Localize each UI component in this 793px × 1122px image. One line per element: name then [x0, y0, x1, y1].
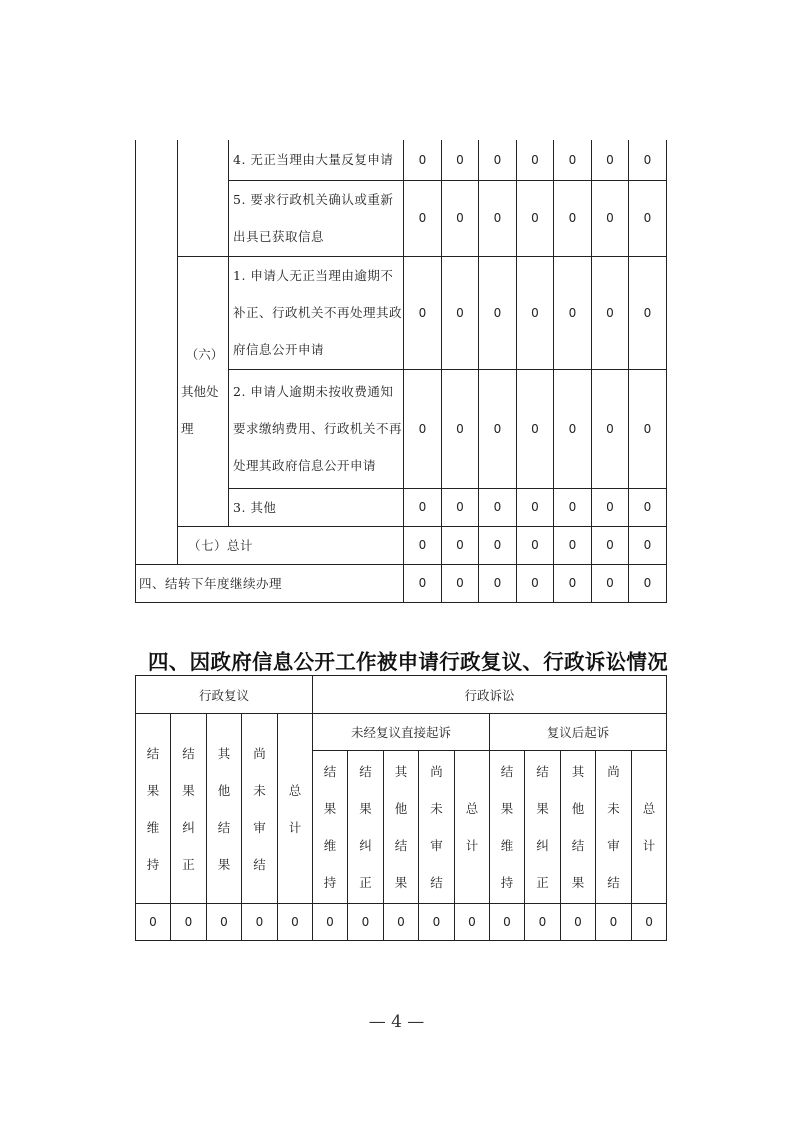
col-header-upheld: 结 果 维 持 [136, 714, 171, 904]
row-label-line: 5. 要求行政机关确认或重新 [233, 192, 394, 207]
col-header-other: 其 他 结 果 [207, 714, 242, 904]
cell-value: 0 [554, 140, 592, 180]
cell-value: 0 [554, 369, 592, 488]
col-header-upheld: 结 果 维 持 [490, 751, 525, 904]
row-label-line: 府信息公开申请 [233, 342, 325, 357]
table-row-carryover [136, 564, 667, 602]
cell-value: 0 [592, 526, 629, 564]
cell-value: 0 [517, 564, 554, 602]
cell-value: 0 [479, 256, 517, 369]
cell-value: 0 [517, 180, 554, 256]
col-header-corrected: 结 果 纠 正 [171, 714, 207, 904]
header-admin-litigation: 行政诉讼 [313, 676, 667, 714]
cell-value: 0 [629, 488, 667, 526]
cell-value: 0 [554, 256, 592, 369]
col-header-pending: 尚 未 审 结 [596, 751, 632, 904]
cell-value: 0 [404, 140, 442, 180]
group-cell [178, 140, 229, 256]
col-header-total: 总 计 [455, 751, 490, 904]
col-header-other: 其 他 结 果 [561, 751, 596, 904]
statistics-table-continued [135, 140, 667, 603]
cell-value: 0 [313, 904, 348, 941]
cell-value: 0 [278, 904, 313, 941]
cell-value: 0 [629, 369, 667, 488]
table-row-total [136, 526, 667, 564]
page-number: — 4 — [368, 1012, 425, 1032]
cell-value: 0 [629, 256, 667, 369]
row-label: 3. 其他 [229, 488, 404, 526]
cell-value: 0 [632, 904, 667, 941]
cell-value: 0 [592, 564, 629, 602]
cell-value: 0 [561, 904, 596, 941]
cell-value: 0 [442, 140, 479, 180]
row-label: 4. 无正当理由大量反复申请 [229, 140, 404, 180]
cell-value: 0 [442, 564, 479, 602]
group-label-line: 其他处 [181, 383, 219, 399]
cell-value: 0 [455, 904, 490, 941]
col-header-total: 总 计 [278, 714, 313, 904]
table-row [136, 256, 667, 369]
cell-value: 0 [404, 369, 442, 488]
col-header-other: 其 他 结 果 [384, 751, 419, 904]
cell-value: 0 [404, 488, 442, 526]
row-label-line: 2. 申请人逾期未按收费通知 [233, 384, 394, 399]
cell-value: 0 [592, 180, 629, 256]
row-label [229, 369, 404, 488]
subheader-row [136, 714, 667, 751]
cell-value: 0 [596, 904, 632, 941]
outer-group-cell [136, 140, 178, 564]
cell-value: 0 [517, 256, 554, 369]
review-litigation-table [135, 675, 667, 941]
row-label [229, 256, 404, 369]
header-row [136, 676, 667, 714]
row-label-line: 1. 申请人无正当理由逾期不 [233, 268, 394, 283]
cell-value: 0 [490, 904, 525, 941]
table-row [136, 140, 667, 180]
header-admin-review: 行政复议 [136, 676, 313, 714]
cell-value: 0 [517, 488, 554, 526]
cell-value: 0 [592, 256, 629, 369]
cell-value: 0 [479, 369, 517, 488]
cell-value: 0 [404, 256, 442, 369]
cell-value: 0 [242, 904, 278, 941]
header-after-review-suit: 复议后起诉 [490, 714, 667, 751]
row-label-line: 补正、行政机关不再处理其政 [233, 305, 403, 320]
cell-value: 0 [419, 904, 455, 941]
cell-value: 0 [442, 369, 479, 488]
cell-value: 0 [479, 488, 517, 526]
cell-value: 0 [384, 904, 419, 941]
cell-value: 0 [525, 904, 561, 941]
cell-value: 0 [554, 488, 592, 526]
cell-value: 0 [207, 904, 242, 941]
cell-value: 0 [442, 180, 479, 256]
row-label-line: 出具已获取信息 [233, 229, 325, 244]
cell-value: 0 [479, 526, 517, 564]
cell-value: 0 [442, 526, 479, 564]
cell-value: 0 [592, 488, 629, 526]
col-header-pending: 尚 未 审 结 [242, 714, 278, 904]
row-label: （七）总计 [178, 526, 404, 564]
col-header-pending: 尚 未 审 结 [419, 751, 455, 904]
col-header-upheld: 结 果 维 持 [313, 751, 348, 904]
cell-value: 0 [629, 526, 667, 564]
cell-value: 0 [442, 256, 479, 369]
cell-value: 0 [348, 904, 384, 941]
cell-value: 0 [517, 369, 554, 488]
row-label-line: 处理其政府信息公开申请 [233, 458, 377, 473]
cell-value: 0 [404, 564, 442, 602]
group-label-other-handling [178, 256, 229, 526]
cell-value: 0 [629, 564, 667, 602]
col-header-corrected: 结 果 纠 正 [348, 751, 384, 904]
col-header-total: 总 计 [632, 751, 667, 904]
cell-value: 0 [517, 526, 554, 564]
header-direct-suit: 未经复议直接起诉 [313, 714, 490, 751]
col-header-corrected: 结 果 纠 正 [525, 751, 561, 904]
cell-value: 0 [479, 180, 517, 256]
cell-value: 0 [592, 140, 629, 180]
row-label [229, 180, 404, 256]
cell-value: 0 [629, 180, 667, 256]
cell-value: 0 [171, 904, 207, 941]
cell-value: 0 [554, 526, 592, 564]
cell-value: 0 [554, 564, 592, 602]
cell-value: 0 [479, 564, 517, 602]
cell-value: 0 [517, 140, 554, 180]
cell-value: 0 [404, 180, 442, 256]
row-label: 四、结转下年度继续办理 [136, 564, 404, 602]
cell-value: 0 [479, 140, 517, 180]
group-label-line: （六） [185, 346, 224, 362]
cell-value: 0 [554, 180, 592, 256]
cell-value: 0 [442, 488, 479, 526]
cell-value: 0 [592, 369, 629, 488]
cell-value: 0 [629, 140, 667, 180]
values-row [136, 904, 667, 941]
group-label-line: 理 [181, 420, 194, 436]
cell-value: 0 [404, 526, 442, 564]
row-label-line: 要求缴纳费用、行政机关不再 [233, 421, 403, 436]
cell-value: 0 [136, 904, 171, 941]
section-title: 四、因政府信息公开工作被申请行政复议、行政诉讼情况 [148, 650, 668, 674]
